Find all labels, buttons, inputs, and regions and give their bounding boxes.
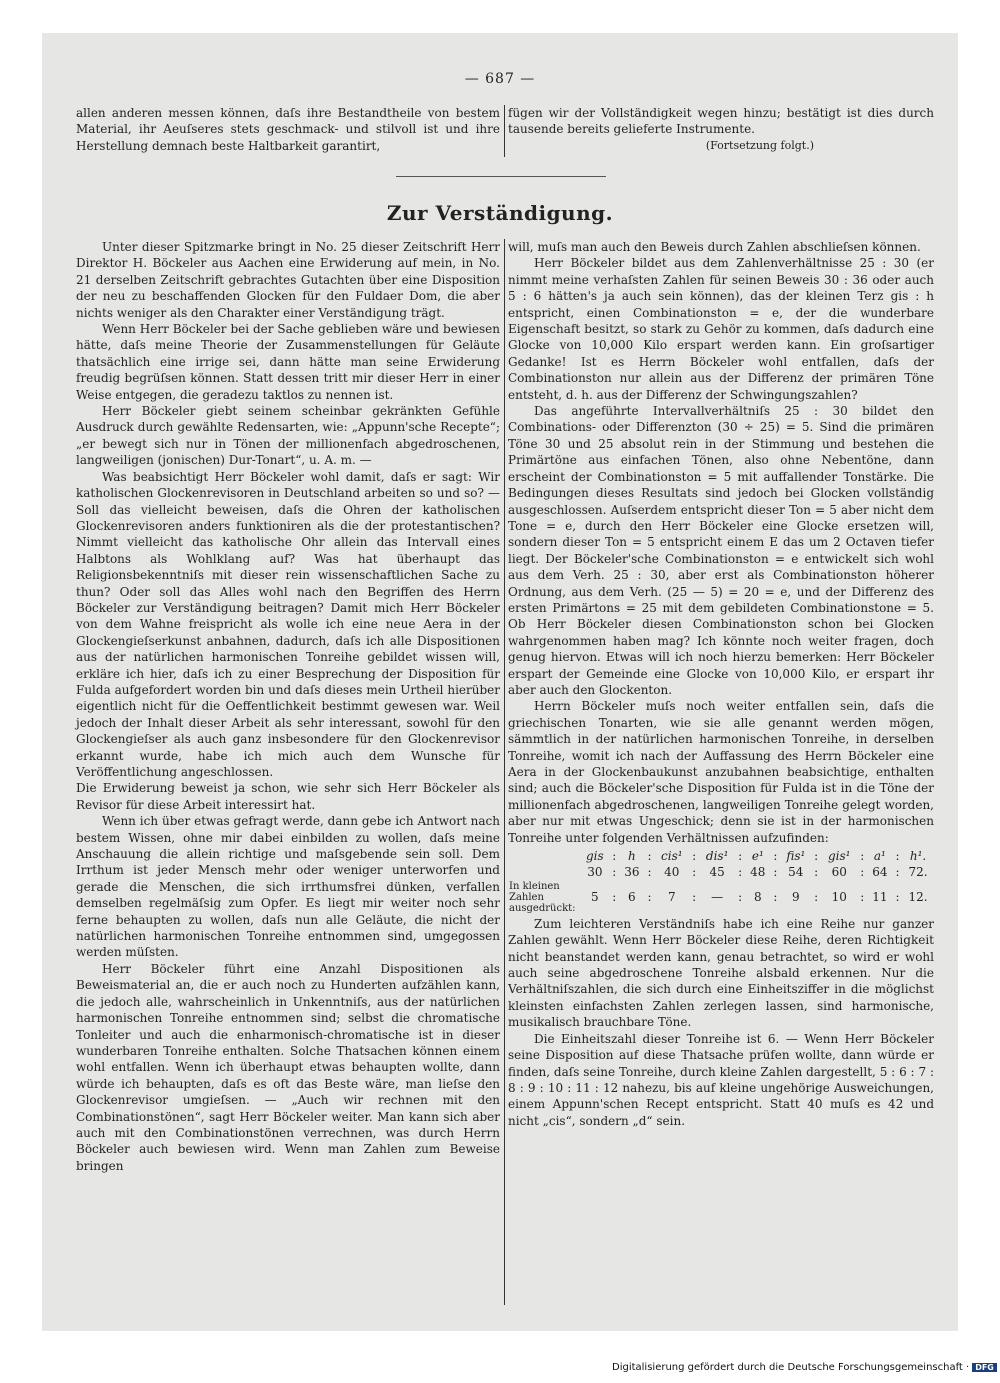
ratio-cell: 36 [624,865,640,880]
top-left-text: allen anderen messen können, daſs ihre Bestandtheile von bestem Material, ihr Aeuſseres stets geschmack- und stilvoll ist und ihre Herstellung demnach beste Haltbarkeit garantirt, [76,106,500,153]
fortsetzung-note: (Fortsetzung folgt.) [705,138,814,152]
paragraph: Herrn Böckeler muſs noch weiter entfallen sein, daſs die griechischen Tonarten, wie sie alle genannt werden mögen, sämmtlich in der natürlichen harmonischen Tonreihe, in derselben Tonreihe, womit ich nach der Auffassung des Herrn Böckeler eine Aera in der Glockenbaukunst anzubahnen beabsichtige, enthalten sind; auch die Böckeler'sche Disposition für Fulda ist in die Töne der millionenfach abgedroschenen, langweiligen Tonreihe gelegt worden, aber nur mit etwas Ungeschick; denn sie ist in der harmonischen Tonreihe unter folgenden Verhältnissen aufzufinden: [508,699,934,845]
ratio-cell: 9 [791,890,800,905]
ratio-cell: : [692,849,697,864]
top-right-continuation [508,105,934,154]
ratio-cell: : [773,849,778,864]
ratio-cell: : [692,865,697,880]
paragraph: Zum leichteren Verständniſs habe ich eine Reihe nur ganzer Zahlen gewählt. Wenn Herr Böckeler diese Reihe, deren Richtigkeit nicht beanstandet werden kann, genau betrachtet, so wird er wohl auch seine abgedroschene Tonreihe alsbald erkennen. Nur die Verhältniſszahlen, die sich durch eine Einheitsziffer in die möglichst kleinsten einfachsten Zahlen zerlegen lassen, sind harmonische, musikalisch brauchbare Töne. [508,916,934,1030]
paragraph: Herr Böckeler bildet aus dem Zahlenverhältnisse 25 : 30 (er nimmt meine verhaſsten Zahlen für seinen Beweis 30 : 36 oder auch 5 : 6 hätten's ja auch sein können), das der kleinen Terz gis : h entspricht, einen Combinationston = e, der die wunderbare Eigenschaft besitzt, so stark zu Gehör zu kommen, daſs dadurch eine Glocke von 10,000 Kilo erspart werden kann. Ein groſsartiger Gedanke! Ist es Herrn Böckeler wohl entfallen, daſs der Combinationston nur allein aus der Differenz der primären Töne entsteht, d. h. aus der Differenz der Schwingungszahlen? [508,256,934,402]
ratio-cell: : [895,865,900,880]
ratio-cell: : [738,849,743,864]
ratio-cell: : [738,865,743,880]
top-right-text: fügen wir der Vollständigkeit wegen hinzu; bestätigt ist dies durch tausende bereits gelieferte Instrumente. [508,106,934,137]
ratio-cell: : [895,890,900,905]
ratio-cell: : [612,890,617,905]
ratio-cell: : [773,890,778,905]
footer-text: Digitalisierung gefördert durch die Deutsche Forschungsgemeinschaft · [612,1362,970,1373]
note-cell: gis [586,849,604,864]
ratio-cell: : [647,890,652,905]
column-rule-top [504,105,505,157]
ratio-row-numbers [508,864,934,880]
dfg-logo: DFG [972,1363,997,1372]
ratio-cell: : [773,865,778,880]
note-cell: gis¹ [828,849,851,864]
scanned-page [42,33,958,1331]
ratio-cell: : [860,849,865,864]
paragraph: Die Einheitszahl dieser Tonreihe ist 6. — Wenn Herr Böckeler seine Disposition auf diese Thatsache prüfen wollte, dann würde er finden, daſs seine Tonreihe, durch kleine Zahlen dargestellt, 5 : 6 : 7 : 8 : 9 : 10 : 11 : 12 nahezu, bis auf kleine ungehörige Ausweichungen, einem Appunn'schen Recept entspricht. Statt 40 muſs es 42 und nicht „cis“, sondern „d“ sein. [508,1031,934,1128]
ratio-cell: — [711,890,724,905]
ratio-cell: 60 [831,865,847,880]
ratio-cell: 6 [628,890,636,905]
note-cell: fis¹ [786,849,806,864]
ratio-cell: : [738,890,743,905]
right-column [508,239,934,1129]
ratio-cell: 64 [872,865,888,880]
ratio-cell: : [647,849,652,864]
ratio-cell: 8 [753,890,762,905]
page-number: — 687 — [464,71,536,87]
section-divider [396,176,606,177]
paragraph: Herr Böckeler giebt seinem scheinbar gekränkten Gefühle Ausdruck durch gewählte Redensarten, wie: „Appunn'sche Recepte“; „er bewegt sich nur in Tönen der millionenfach abgedroschenen, langweiligen (jonischen) Dur-Tonart“, u. A. m. — [76,404,500,468]
tone-ratio-table [508,848,934,914]
ratio-cell: : [612,849,617,864]
ratio-cell: 48 [750,865,766,880]
ratio-cell: : [692,890,697,905]
ratio-cell: : [860,890,865,905]
ratio-cell: 30 [587,865,603,880]
paragraph: will, muſs man auch den Beweis durch Zahlen abschlieſsen können. [508,240,921,254]
note-cell: h [628,849,636,864]
ratio-cell: 10 [831,890,847,905]
paragraph: Wenn Herr Böckeler bei der Sache geblieben wäre und bewiesen hätte, daſs meine Theorie der Zusammenstellungen für Geläute thatsächlich eine irrige sei, dann hätte man seine Erwiderung freudig begrüſsen können. Statt dessen tritt mir dieser Herr in einer Weise entgegen, die geradezu taktlos zu nennen ist. [76,322,500,402]
paragraph: Unter dieser Spitzmarke bringt in No. 25 dieser Zeitschrift Herr Direktor H. Böckeler aus Aachen eine Erwiderung auf mein, in No. 21 derselben Zeitschrift gebrachtes Gutachten über eine Disposition der neu zu beschaffenden Glocken für den Fuldaer Dom, die aber nichts weniger als den Charakter einer Verständigung trägt. [76,240,500,320]
column-rule [504,239,505,1305]
ratio-cell: 7 [667,890,676,905]
digitization-credit [612,1362,997,1373]
paragraph: Herr Böckeler führt eine Anzahl Dispositionen als Beweismaterial an, die er auch noch zu Hunderten aufzählen kann, die jedoch alle, wahrscheinlich in Unkenntniſs, aus der natürlichen harmonischen Tonreihe entnommen sind; selbst die chromatische Tonleiter und auch die enharmonisch-chromatische ist in dieser wunderbaren Tonreihe enthalten. Solche Thatsachen können einem wohl entfallen. Wenn ich überhaupt etwas behaupten wollte, dann würde ich behaupten, daſs es oft das Beste wäre, man lieſse den Glockenrevisor umgieſsen. — „Auch wir rechnen mit den Combinationstönen“, sagt Herr Böckeler weiter. Man kann sich aber auch mit den Combinationstönen verrechnen, was durch Herrn Böckeler auch bewiesen wird. Wenn man Zahlen zum Beweise bringen [76,961,500,1173]
ratio-cell: : [814,865,819,880]
ratio-cell: 54 [788,865,804,880]
ratio-row-small [508,881,934,914]
paragraph: Das angeführte Intervallverhältniſs 25 : 30 bildet den Combinations- oder Differenzton (30 ÷ 25) = 5. Sind die primären Töne 30 und 25 absolut rein in der Stimmung und bestehen die Primärtöne aus einfachen Tönen, also ohne Nebentöne, dann erscheint der Combinationston = 5 mit auffallender Tonstärke. Die Bedingungen dieses Resultats sind jedoch bei Glocken vollständig ausgeschlossen. Auſserdem entspricht dieser Ton = 5 aber nicht dem Tone = e, durch den Herr Böckeler eine Glocke ersetzen will, sondern dieser Ton = 5 entspricht einem E das um 2 Octaven tiefer liegt. Der Böckeler'sche Combinationston = e entwickelt sich wohl aus dem Verh. 25 : 30, aber erst als Combinationston höherer Ordnung, aus dem Verh. (25 — 5) = 20 = e, und der Differenz des ersten Primärtons = 25 mit dem gebildeten Combinationstone = 5. Ob Herr Böckeler diesen Combinationston schon bei Glocken wahrgenommen haben mag? Ich könnte noch weiter fragen, doch genug hiervon. Etwas will ich noch hierzu bemerken: Herr Böckeler erspart der Gemeinde eine Glocke von 10,000 Kilo, er erspart ihr aber auch den Glockenton. [508,404,934,697]
ratio-cell: 45 [709,865,725,880]
article-title: Zur Verständigung. [386,201,614,225]
note-cell: e¹ [751,849,764,864]
ratio-cell: 72. [908,865,928,880]
ratio-cell: : [895,849,900,864]
note-cell: a¹ [873,849,886,864]
ratio-cell: : [612,865,617,880]
ratio-row-notes [508,848,934,864]
ratio-cell: 11 [872,890,888,905]
note-cell: h¹. [909,849,927,864]
ratio-cell: 40 [664,865,680,880]
ratio-cell: : [647,865,652,880]
note-cell: dis¹ [705,849,729,864]
paragraph: Die Erwiderung beweist ja schon, wie sehr sich Herr Böckeler als Revisor für diese Arbeit interessirt hat. [76,781,500,812]
ratio-cell: 12. [908,890,928,905]
small-numbers-label: In kleinen Zahlen ausgedrückt: [509,880,576,914]
ratio-cell: : [814,849,819,864]
note-cell: cis¹ [661,849,683,864]
ratio-cell: : [814,890,819,905]
left-column [76,239,500,1174]
top-left-continuation [76,105,500,154]
ratio-cell: 5 [591,890,599,905]
paragraph: Wenn ich über etwas gefragt werde, dann gebe ich Antwort nach bestem Wissen, ohne mir dabei einbilden zu wollen, daſs meine Anschauung die allein richtige und maſsgebende sein soll. Dem Irrthum ist jeder Mensch mehr oder weniger unterworfen und gerade die Menschen, die sich irrthumsfrei dünken, verfallen demselben regelmäſsig zum Opfer. Es liegt mir weiter noch sehr ferne behaupten zu wollen, daſs nun alle Geläute, die nicht der natürlichen harmonischen Tonreihe entnommen sind, umgegossen werden müſsten. [76,814,500,960]
paragraph: Was beabsichtigt Herr Böckeler wohl damit, daſs er sagt: Wir katholischen Glockenrevisoren in Deutschland arbeiten so und so? — Soll das vielleicht beweisen, daſs die Ohren der katholischen Glockenrevisoren anders funktioniren als die der protestantischen? Nimmt vielleicht das katholische Ohr allein das Intervall eines Halbtons als Wohlklang auf? Was hat überhaupt das Religionsbekenntniſs mit dieser rein wissenschaftlichen Sache zu thun? Oder soll das Alles wohl nach den Begriffen des Herrn Böckeler zur Verständigung beitragen? Damit mich Herr Böckeler von dem Wahne freispricht als wolle ich eine neue Aera in der Glockengieſserkunst anbahnen, dadurch, daſs ich alle Dispositionen aus der natürlichen harmonischen Tonreihe gebildet wissen will, erkläre ich hier, daſs ich zu einer Besprechung der Disposition für Fulda aufgefordert worden bin und daſs dieses mein Urtheil hierüber eigentlich nicht für die Oeffentlichkeit bestimmt gewesen war. Weil jedoch der Inhalt dieser Arbeit als sehr interessant, sowohl für den Glockengieſser als auch ganz insbesondere für den Glockenrevisor erkannt wurde, habe ich mich auch dem Wunsche für Veröffentlichung angeschlossen. [76,469,500,779]
ratio-cell: : [860,865,865,880]
